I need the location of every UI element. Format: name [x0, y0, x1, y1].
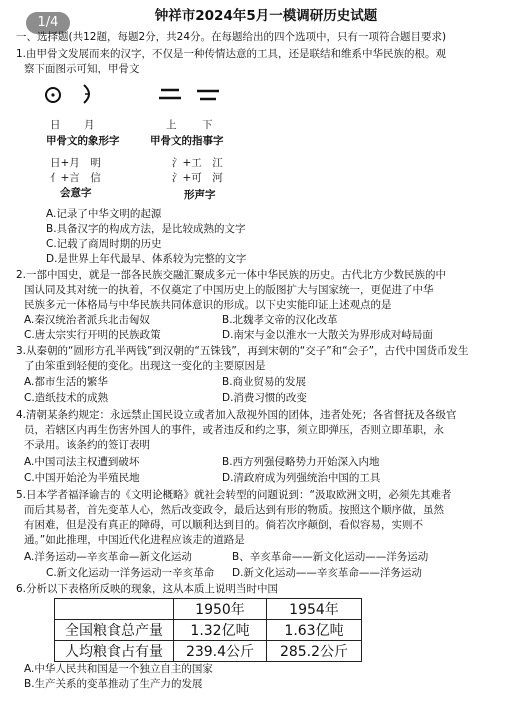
q5-stem-line-1: 5.日本学者福泽谕吉的《文明论概略》就社会转型的问题说到：“汲取欧洲文明，必须先其难者: [16, 489, 452, 501]
q1-option-d[interactable]: D.是世界上年代最早、体系较为完整的文字: [46, 253, 247, 265]
oracle-up-icon: [158, 86, 182, 102]
table-header-cell: [55, 599, 174, 620]
q5-stem-line-4: 通。”如此推理，中国近代化进程应该走的道路是: [24, 534, 245, 546]
oracle-down-icon: [196, 86, 220, 102]
q4-option-d[interactable]: D.清政府成为列强统治中国的工具: [222, 472, 381, 484]
pictograph-caption: 甲骨文的象形字: [46, 135, 120, 147]
q2-option-d[interactable]: D.南宋与金以淮水一大散关为界形成对峙局面: [222, 329, 433, 341]
table-cell: 239.4公斤: [174, 641, 267, 662]
q2-stem-line-2: 国认同及其对统一的执着，不仅奠定了中国历史上的版图扩大与国家统一，更促进了中华: [24, 284, 434, 296]
table-cell: 全国粮食总产量: [55, 620, 174, 641]
q5-option-b[interactable]: B、辛亥革命——新文化运动——洋务运动: [232, 551, 429, 563]
q1-option-b[interactable]: B.具备汉字的构成方法，是比较成熟的文字: [46, 223, 246, 235]
indicative-caption: 甲骨文的指事字: [150, 135, 224, 147]
q1-stem-line-2: 察下面图示可知，甲骨文: [24, 63, 140, 75]
table-cell: 1.32亿吨: [174, 620, 267, 641]
phonetic-example-2: 氵+可 河: [172, 172, 223, 184]
q3-option-c[interactable]: C.造纸技术的成熟: [24, 392, 109, 404]
table-cell: 285.2公斤: [267, 641, 362, 662]
q3-stem-line-1: 3.从秦朝的“圆形方孔半两钱”到汉朝的“五铢钱”，再到宋朝的“交子”和“会子”，古代中国货币发生: [16, 345, 469, 357]
phonetic-example-1: 氵+工 江: [172, 157, 223, 169]
table-header-cell: 1950年: [174, 599, 267, 620]
page-title: 钟祥市2024年5月一模调研历史试题: [154, 8, 378, 24]
table-cell: 1.63亿吨: [267, 620, 362, 641]
q3-stem-line-2: 了由笨重到轻便的变化。出现这一变化的主要原因是: [24, 360, 266, 372]
section-header: 一、选择题(共12题，每题2分，共24分。在每题给出的四个选项中，只有一项符合题目要求): [16, 31, 447, 43]
q2-stem-line-1: 2.一部中国史，就是一部各民族交融汇聚成多元一体中华民族的历史。古代北方少数民族的中: [16, 269, 447, 281]
phonetic-caption: 形声字: [184, 189, 216, 201]
q2-stem-line-3: 民族多元一体格局与中华民族共同体意识的形成。以下史实能印证上述观点的是: [24, 299, 392, 311]
q1-option-c[interactable]: C.记载了商周时期的历史: [46, 238, 162, 250]
q5-stem-line-3: 有困难，但是没有真正的障碍，可以顺利达到目的。倘若次序颠倒，看似容易，实则不: [24, 519, 423, 531]
q6-data-table: [54, 598, 362, 662]
q4-stem-line-1: 4.清朝某条约规定：永远禁止国民设立或者加入敌视外国的团体，违者处死；各省督抚及各级官: [16, 409, 457, 421]
q1-option-a[interactable]: A.记录了中华文明的起源: [46, 208, 162, 220]
label-moon: 月: [84, 119, 95, 131]
compound-example-1: 日+月 明: [50, 157, 101, 169]
q5-stem-line-2: 而后其易者，首先变革人心，然后改变政令，最后达到有形的物质。按照这个顺序做，虽然: [24, 504, 444, 516]
q4-option-b[interactable]: B.西方列强侵略势力开始深入内地: [222, 456, 380, 468]
compound-example-2: 亻+言 信: [50, 172, 101, 184]
q3-option-d[interactable]: D.消费习惯的改变: [222, 392, 307, 404]
q4-stem-line-2: 员，若辖区内再生伤害外国人的事件，或者违反和约之事，须立即弹压，否则立即革职，永: [24, 424, 444, 436]
q5-option-a[interactable]: A.洋务运动—辛亥革命—新文化运动: [24, 551, 192, 563]
label-down: 下: [202, 119, 213, 131]
table-row: [55, 641, 362, 662]
q2-option-c[interactable]: C.唐太宗实行开明的民族政策: [24, 329, 161, 341]
q3-option-b[interactable]: B.商业贸易的发展: [222, 376, 307, 388]
table-cell: 人均粮食占有量: [55, 641, 174, 662]
q5-option-d[interactable]: D.新文化运动——辛亥革命——洋务运动: [232, 567, 422, 579]
q6-option-a[interactable]: A.中华人民共和国是一个独立自主的国家: [24, 663, 213, 675]
label-up: 上: [166, 119, 177, 131]
oracle-sun-icon: [44, 86, 62, 104]
table-row: [55, 620, 362, 641]
q2-option-a[interactable]: A.秦汉统治者派兵北击匈奴: [24, 314, 150, 326]
compound-caption: 会意字: [60, 187, 92, 199]
page-number-badge: 1/4: [26, 12, 70, 34]
q1-stem-line-1: 1.由甲骨文发展而来的汉字，不仅是一种传情达意的工具，还是联结和维系中华民族的根。观: [16, 48, 447, 60]
q6-stem: 6.分析以下表格所反映的现象，这从本质上说明当时中国: [16, 583, 279, 595]
table-header-row: [55, 599, 362, 620]
q6-option-b[interactable]: B.生产关系的变革推动了生产力的发展: [24, 678, 203, 690]
q4-option-c[interactable]: C.中国开始沦为半殖民地: [24, 472, 140, 484]
q5-option-c[interactable]: C.新文化运动一洋务运动一辛亥革命: [46, 567, 215, 579]
q2-option-b[interactable]: B.北魏孝文帝的汉化改革: [222, 314, 338, 326]
oracle-moon-icon: [80, 83, 96, 105]
label-sun: 日: [50, 119, 61, 131]
q4-stem-line-3: 不录用。该条约的签订表明: [24, 439, 150, 451]
table-header-cell: 1954年: [267, 599, 362, 620]
q4-option-a[interactable]: A.中国司法主权遭到破坏: [24, 456, 140, 468]
q3-option-a[interactable]: A.都市生活的繁华: [24, 376, 108, 388]
